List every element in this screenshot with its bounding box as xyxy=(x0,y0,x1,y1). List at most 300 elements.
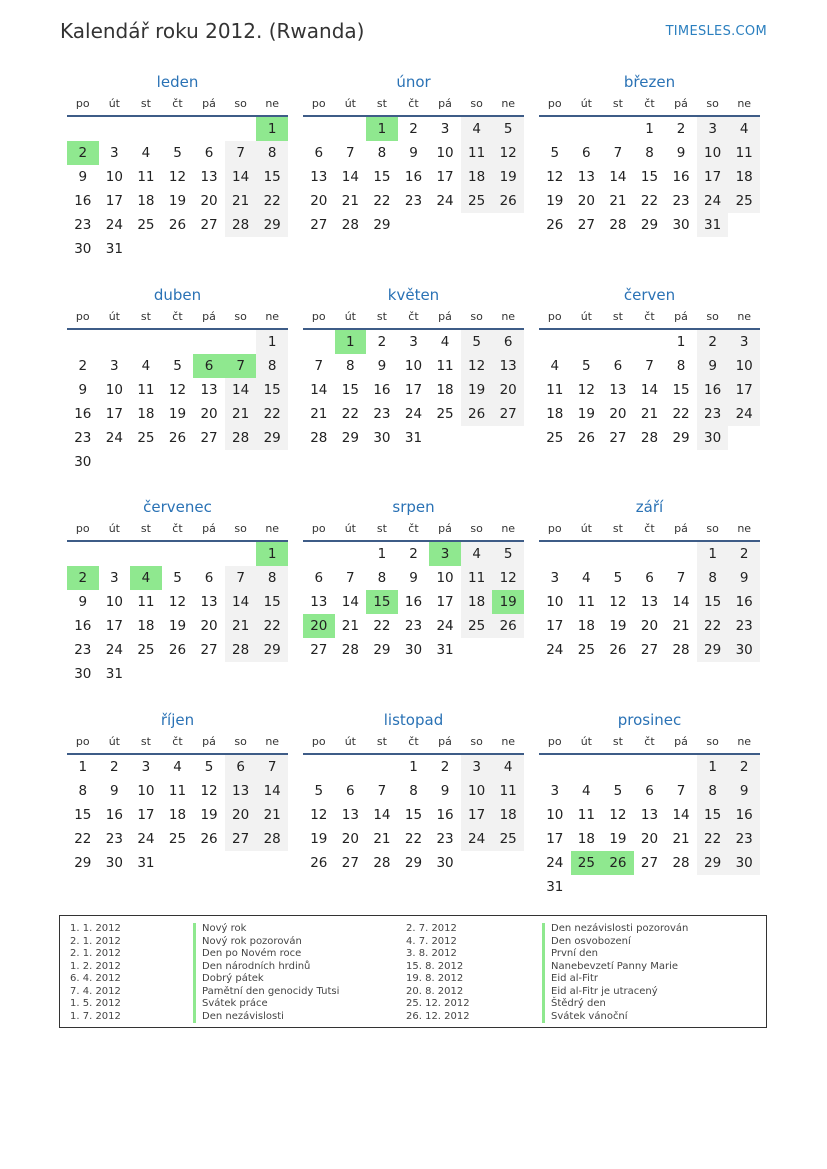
weekday-label: po xyxy=(75,735,90,748)
day-cell: 16 xyxy=(74,618,92,634)
holiday-day-cell: 1 xyxy=(366,117,398,141)
legend-holiday-name: Den nezávislosti pozorován xyxy=(542,923,688,936)
weekday-label: st xyxy=(376,735,387,748)
day-cell: 29 xyxy=(697,851,729,875)
day-cell: 21 xyxy=(256,803,288,827)
day-cell: 22 xyxy=(256,402,288,426)
day-cell: 11 xyxy=(137,382,155,398)
day-cell: 29 xyxy=(640,217,659,233)
holiday-day-cell: 4 xyxy=(130,566,162,590)
day-cell: 16 xyxy=(672,169,690,185)
day-cell: 23 xyxy=(697,402,729,426)
day-cell: 13 xyxy=(225,779,257,803)
day-cell: 20 xyxy=(640,618,659,634)
day-cell: 18 xyxy=(168,807,187,823)
day-cell: 25 xyxy=(546,430,564,446)
month-name: srpen xyxy=(392,498,435,516)
weekday-label: ne xyxy=(265,310,280,323)
day-cell: 24 xyxy=(546,642,564,658)
day-cell: 25 xyxy=(137,217,155,233)
weekday-header xyxy=(67,92,288,117)
day-cell: 8 xyxy=(346,358,355,374)
weekday-label: čt xyxy=(644,310,655,323)
weekday-header xyxy=(303,305,524,330)
day-cell: 9 xyxy=(110,783,119,799)
day-cell: 13 xyxy=(200,382,218,398)
weekday-header xyxy=(303,517,524,542)
weekday-label: út xyxy=(344,97,356,110)
month-květen xyxy=(303,285,524,446)
day-cell: 10 xyxy=(105,594,123,610)
day-cell: 6 xyxy=(204,145,214,161)
holiday-day-cell: 3 xyxy=(429,542,461,566)
day-cell: 19 xyxy=(200,807,218,823)
day-cell: 17 xyxy=(105,406,123,422)
day-cell: 7 xyxy=(645,358,654,374)
month-name: leden xyxy=(156,73,199,91)
day-cell: 6 xyxy=(582,145,591,161)
legend-date: 20. 8. 2012 xyxy=(406,985,464,997)
day-cell: 9 xyxy=(409,145,418,161)
day-cell: 18 xyxy=(137,193,155,209)
day-cell: 15 xyxy=(404,807,423,823)
day-cell: 21 xyxy=(672,831,690,847)
legend-date: 4. 7. 2012 xyxy=(406,935,457,947)
day-cell: 20 xyxy=(609,406,627,422)
day-cell: 25 xyxy=(461,614,493,638)
day-cell: 24 xyxy=(546,855,564,871)
day-cell: 28 xyxy=(310,430,328,446)
day-cell: 10 xyxy=(728,354,760,378)
day-cell: 21 xyxy=(341,193,359,209)
weekday-label: út xyxy=(580,522,592,535)
weekday-label: pá xyxy=(438,310,452,323)
day-cell: 28 xyxy=(256,827,288,851)
day-cell: 17 xyxy=(546,618,564,634)
weekday-header xyxy=(67,305,288,330)
legend-date: 6. 4. 2012 xyxy=(70,973,121,984)
day-cell: 15 xyxy=(640,169,659,185)
day-cell: 7 xyxy=(613,145,623,161)
day-cell: 14 xyxy=(341,169,359,185)
day-cell: 28 xyxy=(373,855,391,871)
day-cell: 30 xyxy=(74,241,92,257)
day-cell: 16 xyxy=(728,590,760,614)
weekday-label: st xyxy=(612,735,623,748)
legend-holiday-name: Nový rok pozorován xyxy=(193,936,302,949)
weekday-label: čt xyxy=(408,522,419,535)
day-cell: 26 xyxy=(168,642,187,658)
weekday-label: ne xyxy=(737,735,752,748)
day-cell: 23 xyxy=(404,193,423,209)
day-cell: 17 xyxy=(546,831,564,847)
weekday-label: pá xyxy=(438,522,452,535)
month-name: květen xyxy=(387,286,440,304)
weekday-label: ne xyxy=(737,97,752,110)
day-cell: 9 xyxy=(676,145,686,161)
day-cell: 17 xyxy=(105,193,123,209)
day-cell: 13 xyxy=(200,594,218,610)
day-cell: 10 xyxy=(436,145,454,161)
day-cell: 5 xyxy=(173,358,182,374)
holiday-legend xyxy=(59,915,767,1028)
day-cell: 24 xyxy=(137,831,155,847)
day-cell: 3 xyxy=(409,334,418,350)
day-cell: 31 xyxy=(697,213,729,237)
day-cell: 12 xyxy=(492,141,524,165)
month-únor xyxy=(303,72,524,233)
day-cell: 24 xyxy=(436,618,454,634)
weekday-label: so xyxy=(234,97,247,110)
day-cell: 27 xyxy=(200,217,218,233)
month-červen xyxy=(539,285,760,446)
day-cell: 9 xyxy=(78,169,88,185)
day-cell: 29 xyxy=(74,855,92,871)
day-cell: 26 xyxy=(546,217,564,233)
day-cell: 24 xyxy=(461,827,493,851)
day-cell: 8 xyxy=(78,783,88,799)
day-cell: 29 xyxy=(256,638,288,662)
day-cell: 12 xyxy=(577,382,595,398)
legend-holiday-name: Eid al-Fitr xyxy=(542,973,598,986)
day-cell: 10 xyxy=(105,382,123,398)
weekday-label: so xyxy=(470,310,483,323)
month-září xyxy=(539,497,760,658)
weekday-label: ne xyxy=(501,310,516,323)
day-cell: 18 xyxy=(577,831,595,847)
legend-date: 2. 1. 2012 xyxy=(70,948,121,959)
day-cell: 12 xyxy=(168,169,187,185)
weekday-label: pá xyxy=(438,97,452,110)
day-cell: 25 xyxy=(137,642,155,658)
weekday-header xyxy=(67,517,288,542)
day-cell: 11 xyxy=(461,141,493,165)
day-cell: 3 xyxy=(110,358,119,374)
day-cell: 4 xyxy=(582,783,591,799)
holiday-day-cell: 1 xyxy=(256,117,288,141)
day-cell: 11 xyxy=(728,141,760,165)
weekday-label: po xyxy=(547,310,562,323)
day-cell: 26 xyxy=(168,217,187,233)
day-cell: 6 xyxy=(613,358,623,374)
weekday-label: út xyxy=(108,735,120,748)
day-cell: 30 xyxy=(74,666,92,682)
day-cell: 11 xyxy=(137,594,155,610)
day-cell: 30 xyxy=(74,454,92,470)
weekday-label: pá xyxy=(674,310,688,323)
weekday-label: ne xyxy=(501,735,516,748)
day-cell: 8 xyxy=(256,566,288,590)
legend-date: 7. 4. 2012 xyxy=(70,985,121,997)
day-cell: 6 xyxy=(314,570,324,586)
day-cell: 6 xyxy=(314,145,324,161)
month-červenec xyxy=(67,497,288,682)
day-cell: 11 xyxy=(461,566,493,590)
day-cell: 17 xyxy=(137,807,155,823)
day-cell: 4 xyxy=(728,117,760,141)
legend-date: 1. 1. 2012 xyxy=(70,923,121,934)
day-cell: 26 xyxy=(168,430,187,446)
day-cell: 2 xyxy=(110,759,119,775)
day-cell: 16 xyxy=(105,807,123,823)
month-listopad xyxy=(303,710,524,871)
day-cell: 1 xyxy=(409,759,418,775)
day-cell: 2 xyxy=(440,759,450,775)
weekday-label: po xyxy=(75,310,90,323)
legend-holiday-name: Svátek práce xyxy=(193,998,268,1011)
day-cell: 8 xyxy=(645,145,654,161)
day-cell: 13 xyxy=(200,169,218,185)
day-cell: 24 xyxy=(404,406,423,422)
day-cell: 9 xyxy=(728,566,760,590)
day-cell: 6 xyxy=(346,783,355,799)
day-cell: 31 xyxy=(404,430,423,446)
weekday-label: so xyxy=(470,735,483,748)
legend-date: 2. 7. 2012 xyxy=(406,923,457,934)
day-cell: 28 xyxy=(225,213,257,237)
day-cell: 10 xyxy=(546,807,564,823)
day-cell: 2 xyxy=(409,121,418,137)
day-cell: 26 xyxy=(609,642,627,658)
day-cell: 9 xyxy=(728,779,760,803)
day-cell: 22 xyxy=(640,193,659,209)
day-cell: 2 xyxy=(728,755,760,779)
day-cell: 24 xyxy=(105,642,123,658)
day-cell: 4 xyxy=(492,755,524,779)
month-leden xyxy=(67,72,288,257)
legend-date: 2. 1. 2012 xyxy=(70,935,121,947)
day-cell: 19 xyxy=(168,406,187,422)
legend-holiday-name: Pamětní den genocidy Tutsi xyxy=(193,986,339,999)
day-cell: 2 xyxy=(409,546,418,562)
weekday-label: so xyxy=(234,735,247,748)
weekday-label: pá xyxy=(674,97,688,110)
day-cell: 20 xyxy=(200,618,218,634)
weekday-label: út xyxy=(580,97,592,110)
weekday-label: so xyxy=(470,522,483,535)
day-cell: 26 xyxy=(310,855,328,871)
day-cell: 12 xyxy=(609,807,627,823)
day-cell: 21 xyxy=(373,831,391,847)
day-cell: 14 xyxy=(256,779,288,803)
weekday-label: ne xyxy=(501,522,516,535)
day-cell: 11 xyxy=(492,779,524,803)
day-cell: 21 xyxy=(609,193,627,209)
weekday-header xyxy=(303,92,524,117)
day-cell: 18 xyxy=(461,590,493,614)
day-cell: 17 xyxy=(436,594,454,610)
day-cell: 20 xyxy=(310,193,328,209)
legend-holiday-name: První den xyxy=(542,948,598,961)
day-cell: 11 xyxy=(577,594,595,610)
day-cell: 26 xyxy=(577,430,595,446)
brand-link[interactable]: TIMESLES.COM xyxy=(665,24,767,39)
holiday-day-cell: 15 xyxy=(366,590,398,614)
day-cell: 12 xyxy=(168,382,187,398)
day-cell: 28 xyxy=(640,430,659,446)
legend-date: 25. 12. 2012 xyxy=(406,998,470,1009)
day-cell: 28 xyxy=(672,642,690,658)
day-cell: 12 xyxy=(200,783,218,799)
day-cell: 15 xyxy=(697,590,729,614)
day-cell: 15 xyxy=(672,382,690,398)
day-cell: 11 xyxy=(546,382,564,398)
day-cell: 28 xyxy=(225,638,257,662)
legend-date: 19. 8. 2012 xyxy=(406,973,464,984)
day-cell: 15 xyxy=(697,803,729,827)
day-cell: 5 xyxy=(204,759,214,775)
day-cell: 3 xyxy=(461,755,493,779)
day-cell: 21 xyxy=(341,618,359,634)
weekday-label: so xyxy=(470,97,483,110)
day-cell: 24 xyxy=(105,430,123,446)
day-cell: 18 xyxy=(137,406,155,422)
day-cell: 21 xyxy=(225,614,257,638)
month-name: březen xyxy=(623,73,676,91)
holiday-day-cell: 7 xyxy=(225,354,257,378)
weekday-label: st xyxy=(140,522,151,535)
weekday-label: ne xyxy=(265,735,280,748)
day-cell: 1 xyxy=(697,755,729,779)
day-cell: 5 xyxy=(173,570,182,586)
holiday-day-cell: 2 xyxy=(67,141,99,165)
day-cell: 7 xyxy=(314,358,324,374)
day-cell: 24 xyxy=(436,193,454,209)
day-cell: 12 xyxy=(461,354,493,378)
weekday-label: čt xyxy=(408,97,419,110)
day-cell: 1 xyxy=(645,121,654,137)
day-cell: 29 xyxy=(256,426,288,450)
weekday-label: pá xyxy=(674,522,688,535)
weekday-label: út xyxy=(108,522,120,535)
day-cell: 22 xyxy=(373,618,391,634)
weekday-label: čt xyxy=(644,735,655,748)
legend-holiday-name: Dobrý pátek xyxy=(193,973,264,986)
weekday-label: út xyxy=(344,522,356,535)
day-cell: 7 xyxy=(225,141,257,165)
day-cell: 14 xyxy=(225,165,257,189)
weekday-label: ne xyxy=(265,97,280,110)
day-cell: 26 xyxy=(461,402,493,426)
legend-date: 1. 5. 2012 xyxy=(70,998,121,1009)
weekday-label: pá xyxy=(438,735,452,748)
weekday-label: čt xyxy=(644,522,655,535)
holiday-day-cell: 26 xyxy=(602,851,634,875)
day-cell: 1 xyxy=(697,542,729,566)
day-cell: 20 xyxy=(200,406,218,422)
day-cell: 25 xyxy=(577,642,595,658)
month-name: září xyxy=(635,498,664,516)
month-říjen xyxy=(67,710,288,871)
weekday-label: ne xyxy=(737,522,752,535)
weekday-label: po xyxy=(311,310,326,323)
weekday-label: so xyxy=(706,522,719,535)
day-cell: 29 xyxy=(404,855,423,871)
weekday-label: čt xyxy=(408,735,419,748)
day-cell: 6 xyxy=(204,570,214,586)
day-cell: 3 xyxy=(110,145,119,161)
holiday-day-cell: 20 xyxy=(303,614,335,638)
holiday-day-cell: 19 xyxy=(492,590,524,614)
day-cell: 30 xyxy=(404,642,423,658)
weekday-header xyxy=(303,730,524,755)
day-cell: 19 xyxy=(577,406,595,422)
day-cell: 7 xyxy=(377,783,387,799)
day-cell: 22 xyxy=(697,827,729,851)
weekday-label: čt xyxy=(172,522,183,535)
day-cell: 4 xyxy=(173,759,182,775)
day-cell: 16 xyxy=(404,169,423,185)
weekday-label: út xyxy=(108,310,120,323)
day-cell: 16 xyxy=(74,406,92,422)
day-cell: 31 xyxy=(105,666,123,682)
day-cell: 25 xyxy=(728,189,760,213)
day-cell: 14 xyxy=(225,590,257,614)
day-cell: 25 xyxy=(492,827,524,851)
day-cell: 8 xyxy=(697,566,729,590)
weekday-label: čt xyxy=(408,310,419,323)
day-cell: 12 xyxy=(546,169,564,185)
day-cell: 22 xyxy=(74,831,92,847)
day-cell: 16 xyxy=(404,594,423,610)
day-cell: 18 xyxy=(728,165,760,189)
day-cell: 8 xyxy=(377,570,387,586)
weekday-label: st xyxy=(612,522,623,535)
weekday-label: so xyxy=(706,735,719,748)
day-cell: 10 xyxy=(546,594,564,610)
day-cell: 19 xyxy=(310,831,328,847)
weekday-label: po xyxy=(547,735,562,748)
day-cell: 5 xyxy=(461,330,493,354)
day-cell: 3 xyxy=(728,330,760,354)
day-cell: 4 xyxy=(461,542,493,566)
day-cell: 21 xyxy=(672,618,690,634)
day-cell: 22 xyxy=(672,406,690,422)
day-cell: 9 xyxy=(78,594,88,610)
holiday-day-cell: 6 xyxy=(193,354,225,378)
day-cell: 5 xyxy=(492,117,524,141)
month-srpen xyxy=(303,497,524,658)
day-cell: 5 xyxy=(492,542,524,566)
day-cell: 8 xyxy=(377,145,387,161)
weekday-label: st xyxy=(140,97,151,110)
weekday-header xyxy=(539,730,760,755)
weekday-label: ne xyxy=(265,522,280,535)
day-cell: 5 xyxy=(550,145,560,161)
day-cell: 3 xyxy=(697,117,729,141)
day-cell: 8 xyxy=(256,354,288,378)
day-cell: 18 xyxy=(577,618,595,634)
day-cell: 20 xyxy=(577,193,595,209)
day-cell: 19 xyxy=(546,193,564,209)
weekday-header xyxy=(539,305,760,330)
day-cell: 7 xyxy=(346,145,355,161)
day-cell: 8 xyxy=(697,779,729,803)
day-cell: 14 xyxy=(310,382,328,398)
day-cell: 22 xyxy=(341,406,359,422)
day-cell: 9 xyxy=(440,783,450,799)
day-cell: 27 xyxy=(609,430,627,446)
day-cell: 11 xyxy=(577,807,595,823)
day-cell: 31 xyxy=(105,241,123,257)
day-cell: 3 xyxy=(440,121,450,137)
day-cell: 27 xyxy=(341,855,359,871)
day-cell: 13 xyxy=(577,169,595,185)
day-cell: 7 xyxy=(346,570,355,586)
day-cell: 23 xyxy=(74,217,92,233)
day-cell: 5 xyxy=(314,783,324,799)
day-cell: 16 xyxy=(436,807,454,823)
